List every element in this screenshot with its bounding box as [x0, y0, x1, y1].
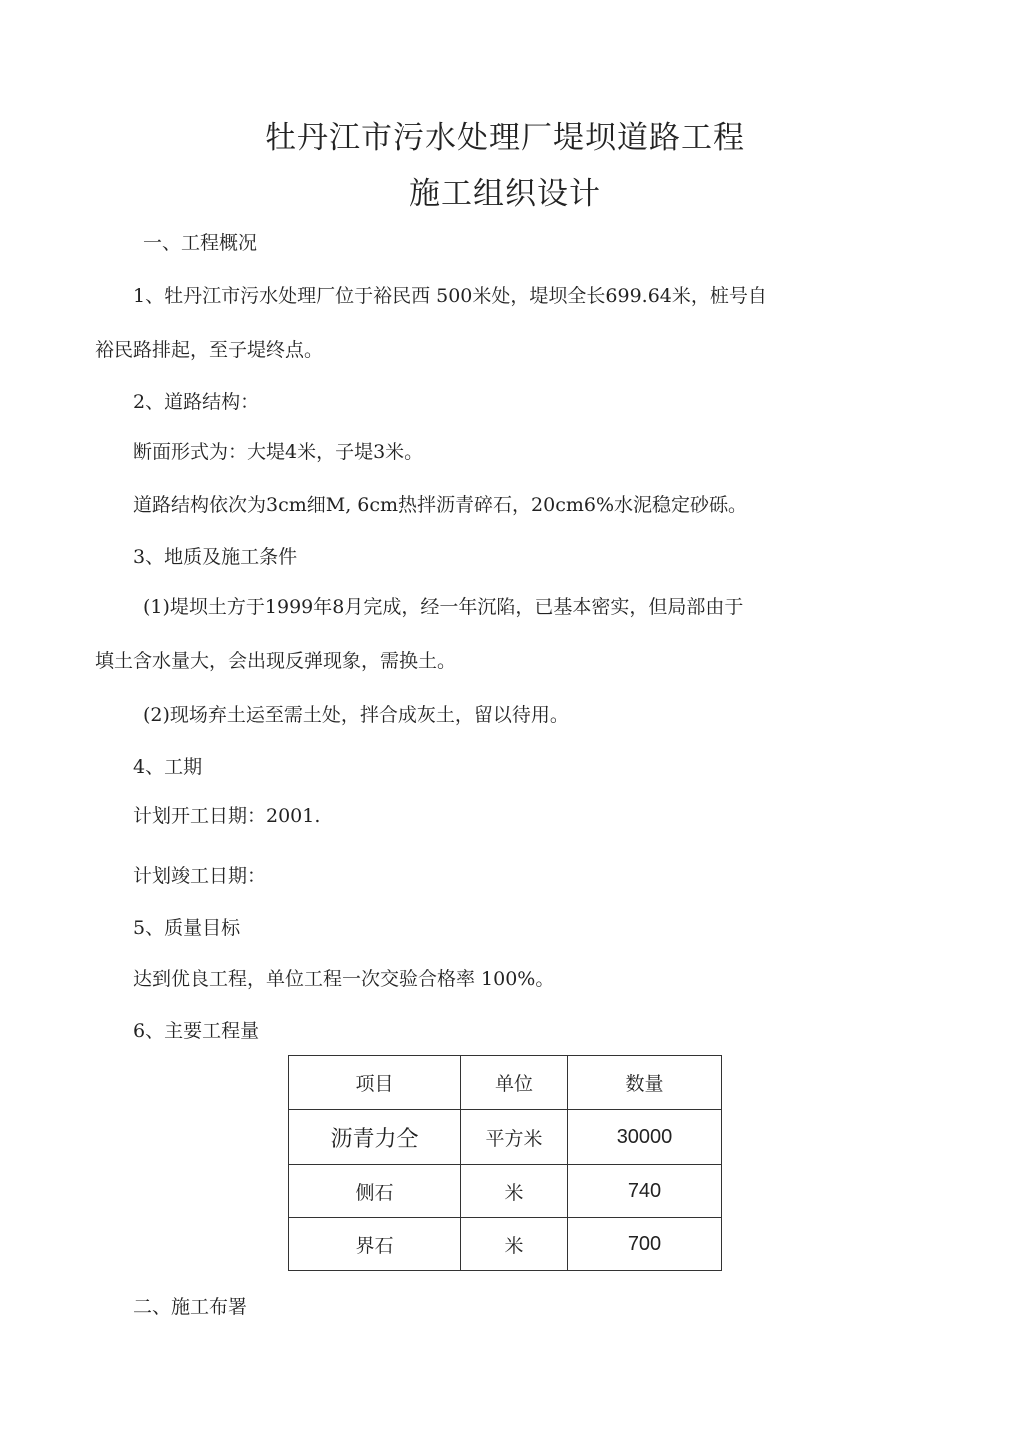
quantities-table [288, 1055, 722, 1271]
paragraph-location-line2: 裕民路排起，至子堤终点。 [95, 339, 324, 361]
paragraph-geology-line1: (1)堤坝土方于1999年8月完成，经一年沉陷，已基本密实，但局部由于 [143, 596, 744, 618]
heading-road-structure: 2、道路结构： [133, 391, 260, 413]
table-cell: 界石 [289, 1218, 461, 1271]
table-row [289, 1218, 722, 1271]
paragraph-geology-line3: (2)现场弃土运至需土处，拌合成灰土，留以待用。 [143, 704, 569, 726]
table-cell: 侧石 [289, 1165, 461, 1218]
section-heading-overview: 一、工程概况 [143, 232, 258, 254]
table-cell: 沥青力仝 [289, 1110, 461, 1165]
paragraph-location-line1: 1、牡丹江市污水处理厂位于裕民西 500米处，堤坝全长699.64米，桩号自 [133, 285, 767, 307]
table-cell: 700 [568, 1218, 722, 1271]
paragraph-end-date: 计划竣工日期： [133, 865, 267, 887]
paragraph-quality-target: 达到优良工程，单位工程一次交验合格率 100%。 [133, 968, 555, 990]
table-cell: 30000 [568, 1110, 722, 1165]
table-cell: 平方米 [461, 1110, 568, 1165]
paragraph-structure-layers: 道路结构依次为3cm细M, 6cm热拌沥青碎石，20cm6%水泥稳定砂砾。 [133, 494, 748, 516]
paragraph-geology-line2: 填土含水量大，会出现反弹现象，需换土。 [95, 650, 457, 672]
table-header-row [289, 1056, 722, 1110]
document-title-line1: 牡丹江市污水处理厂堤坝道路工程 [265, 120, 745, 156]
table-row [289, 1110, 722, 1165]
table-row [289, 1165, 722, 1218]
heading-geology: 3、地质及施工条件 [133, 546, 298, 568]
paragraph-section-form: 断面形式为：大堤4米，子堤3米。 [133, 441, 424, 463]
document-title-line2: 施工组织设计 [409, 176, 601, 212]
table-header-cell: 项目 [289, 1056, 461, 1110]
heading-schedule: 4、工期 [133, 756, 203, 778]
table-cell: 740 [568, 1165, 722, 1218]
heading-quality-target: 5、质量目标 [133, 917, 241, 939]
paragraph-start-date: 计划开工日期：2001. [133, 805, 321, 827]
section-heading-deployment: 二、施工布署 [133, 1296, 248, 1318]
table-cell: 米 [461, 1218, 568, 1271]
heading-main-quantities: 6、主要工程量 [133, 1020, 260, 1042]
table-header-cell: 单位 [461, 1056, 568, 1110]
table-header-cell: 数量 [568, 1056, 722, 1110]
table-cell: 米 [461, 1165, 568, 1218]
